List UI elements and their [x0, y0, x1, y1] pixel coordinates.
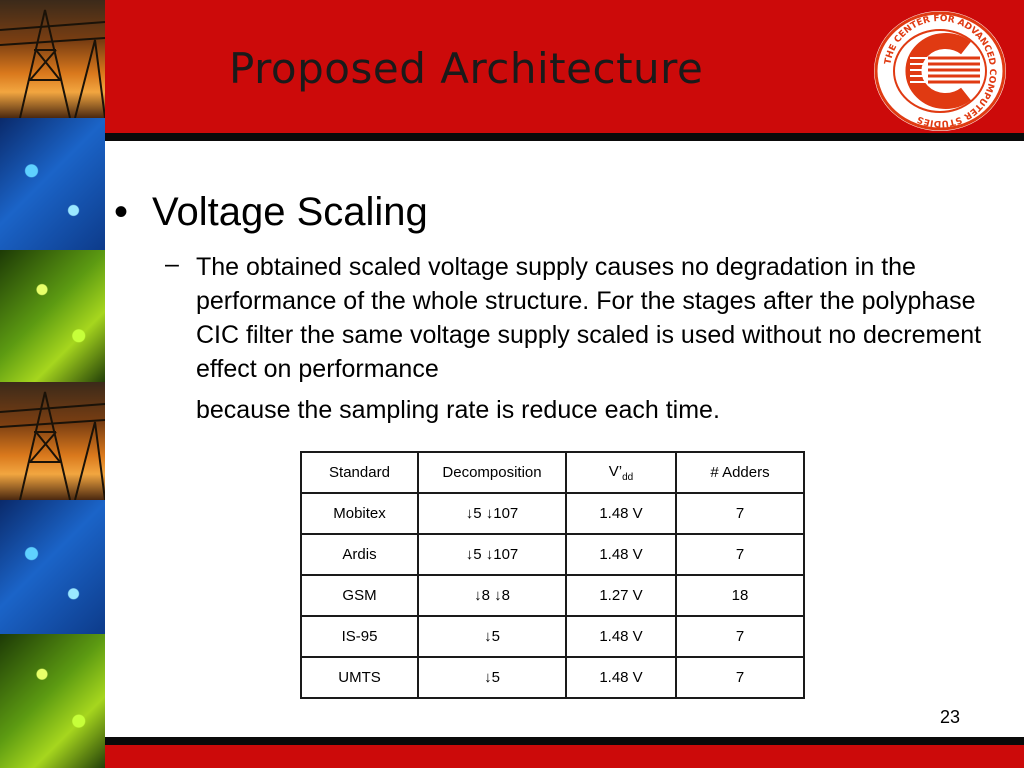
footer-band — [105, 745, 1024, 768]
cell-standard: Mobitex — [301, 493, 418, 534]
slide-title: Proposed Architecture — [229, 44, 704, 93]
cell-adders: 18 — [676, 575, 804, 616]
header-vdd-sub: dd — [622, 471, 634, 483]
cell-adders: 7 — [676, 493, 804, 534]
cell-standard: GSM — [301, 575, 418, 616]
power-tower-graphic — [0, 0, 105, 118]
cell-decomposition: ↓5 — [418, 616, 566, 657]
cell-vdd: 1.48 V — [566, 493, 676, 534]
cell-adders: 7 — [676, 616, 804, 657]
sub-bullet-dash: – — [165, 250, 179, 278]
cell-vdd: 1.48 V — [566, 616, 676, 657]
cell-standard: Ardis — [301, 534, 418, 575]
cell-decomposition: ↓8 ↓8 — [418, 575, 566, 616]
page-number: 23 — [940, 707, 961, 727]
header-standard: Standard — [301, 452, 418, 493]
cell-adders: 7 — [676, 534, 804, 575]
circuit-board-image — [0, 634, 105, 768]
cell-decomposition: ↓5 ↓107 — [418, 493, 566, 534]
table-row — [301, 657, 804, 698]
cell-vdd: 1.27 V — [566, 575, 676, 616]
circuit-board-image — [0, 118, 105, 250]
table-row — [301, 493, 804, 534]
circuit-board-image — [0, 500, 105, 634]
footer-divider — [105, 737, 1024, 745]
power-tower-graphic — [0, 382, 105, 500]
cell-vdd: 1.48 V — [566, 657, 676, 698]
power-tower-image — [0, 382, 105, 500]
table-row — [301, 616, 804, 657]
decorative-image-strip — [0, 0, 105, 768]
table-header-row — [301, 452, 804, 493]
bullet-text: Voltage Scaling — [152, 190, 428, 234]
cell-standard: IS-95 — [301, 616, 418, 657]
sub-bullet-text-continued: because the sampling rate is reduce each time. — [196, 396, 720, 424]
cell-vdd: 1.48 V — [566, 534, 676, 575]
header-vdd-main: V’ — [608, 462, 623, 480]
header-adders: # Adders — [676, 452, 804, 493]
cell-decomposition: ↓5 ↓107 — [418, 534, 566, 575]
logo-ring-text: THE CENTER FOR ADVANCED COMPUTER STUDIES — [883, 13, 998, 129]
cell-adders: 7 — [676, 657, 804, 698]
header-divider — [105, 133, 1024, 141]
cell-standard: UMTS — [301, 657, 418, 698]
center-logo — [870, 8, 1010, 134]
header-vdd — [566, 452, 676, 493]
bullet-dot: • — [114, 190, 129, 234]
cell-decomposition: ↓5 — [418, 657, 566, 698]
standards-table — [300, 451, 805, 699]
header-decomposition: Decomposition — [418, 452, 566, 493]
sub-bullet-text: The obtained scaled voltage supply causes no degradation in the performance of the whole structure. For the stages after the polyphase CIC filter the same voltage supply scaled is used without no decrement effect on performance — [196, 253, 982, 383]
circuit-board-image — [0, 250, 105, 382]
table-row — [301, 534, 804, 575]
power-tower-image — [0, 0, 105, 118]
table-row — [301, 575, 804, 616]
